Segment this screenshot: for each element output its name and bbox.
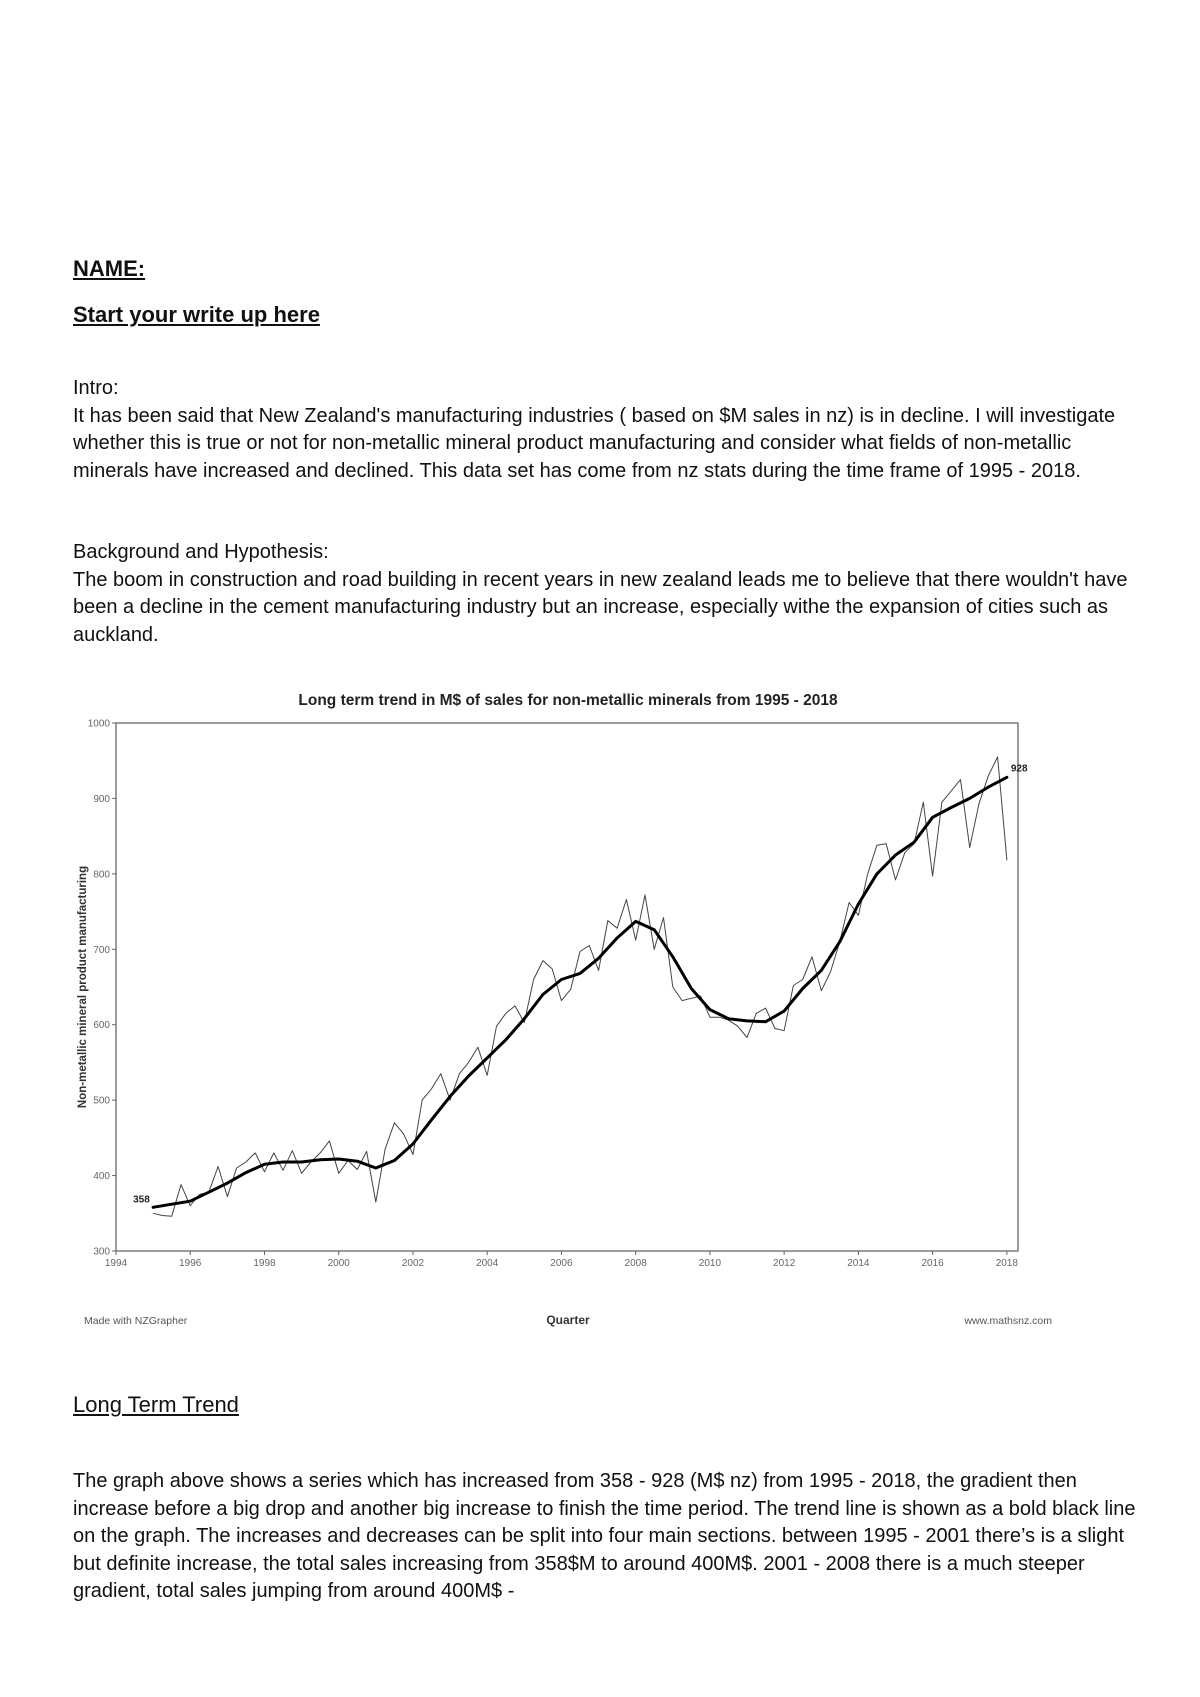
intro-section (73, 375, 1133, 485)
x-tick-label: 2000 (327, 1258, 350, 1269)
x-tick-label: 2018 (995, 1258, 1018, 1269)
x-tick-label: 2010 (698, 1258, 722, 1269)
x-tick-label: 2006 (550, 1258, 573, 1269)
y-tick-label: 600 (93, 1020, 110, 1032)
raw-series-line (153, 757, 1007, 1216)
x-tick-label: 1994 (104, 1258, 128, 1269)
chart-title: Long term trend in M$ of sales for non-metallic minerals from 1995 - 2018 (298, 692, 838, 709)
x-tick-label: 2004 (476, 1258, 499, 1269)
y-tick-label: 800 (93, 869, 110, 881)
background-text: The boom in construction and road building in recent years in new zealand leads me to believe that there wouldn't have been a decline in the cement manufacturing industry but an increase, especially withe the expansion of cities such as auckland. (73, 568, 1128, 646)
trend-line (153, 777, 1007, 1207)
x-tick-label: 2012 (773, 1258, 796, 1269)
y-tick-label: 900 (93, 793, 110, 805)
background-section (73, 539, 1133, 649)
y-tick-label: 500 (93, 1095, 110, 1107)
x-axis-label: Quarter (546, 1313, 590, 1327)
x-tick-label: 1998 (253, 1258, 276, 1269)
start-heading: Start your write up here (73, 302, 320, 327)
y-tick-label: 400 (93, 1171, 110, 1183)
y-tick-label: 700 (93, 944, 110, 956)
y-tick-label: 1000 (87, 718, 110, 730)
x-tick-label: 1996 (179, 1258, 202, 1269)
chart-footer-left: Made with NZGrapher (84, 1315, 188, 1327)
start-value-label: 358 (133, 1194, 150, 1206)
long-term-trend-heading: Long Term Trend (73, 1392, 239, 1417)
x-tick-label: 2008 (624, 1258, 647, 1269)
end-value-label: 928 (1010, 763, 1028, 775)
x-tick-label: 2016 (921, 1258, 944, 1269)
chart-footer-right: www.mathsnz.com (964, 1315, 1052, 1327)
intro-text: It has been said that New Zealand's manufacturing industries ( based on $M sales in nz) is in decline. I will investigate whether this is true or not for non-metallic mineral product manufacturing and consider what fields of non-metallic minerals have increased and declined. This data set has come from nz stats during the time frame of 1995 - 2018. (73, 404, 1116, 482)
series-layer (153, 757, 1007, 1216)
y-axis-label: Non-metallic mineral product manufacturing (77, 865, 89, 1109)
trend-chart (0, 670, 1200, 1330)
background-label: Background and Hypothesis: (73, 541, 329, 563)
x-axis (105, 1251, 1019, 1269)
y-axis (88, 719, 116, 1258)
long-term-trend-text: The graph above shows a series which has increased from 358 - 928 (M$ nz) from 1995 - 2018, the gradient then increase before a big drop and another big increase to finish the time period. The trend line is shown as a bold black line on the graph. The increases and decreases can be split into four main sections. between 1995 - 2001 there’s is a slight but definite increase, the total sales increasing from 358$M to around 400M$. 2001 - 2008 there is a much steeper gradient, total sales jumping from around 400M$ - (73, 1470, 1136, 1602)
y-tick-label: 300 (93, 1246, 110, 1258)
x-tick-label: 2002 (401, 1258, 425, 1269)
x-tick-label: 2014 (847, 1258, 870, 1269)
name-heading: NAME: (73, 256, 146, 281)
intro-label: Intro: (73, 377, 119, 399)
